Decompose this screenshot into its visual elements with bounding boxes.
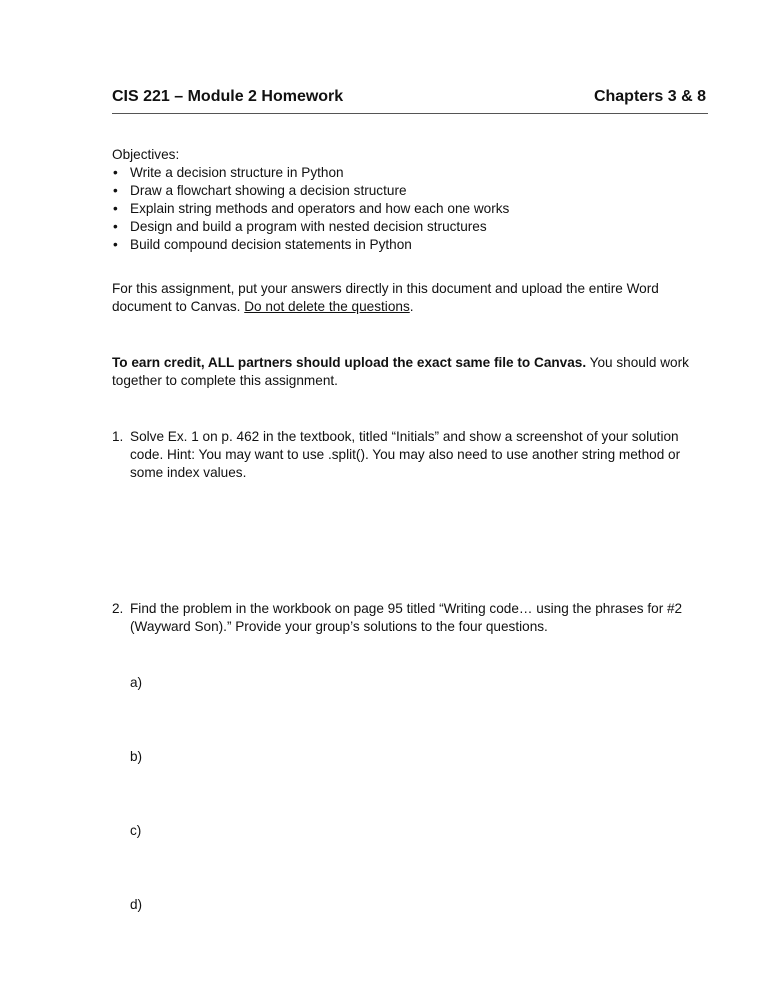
answer-part-c: c) <box>130 823 142 838</box>
answer-part-d: d) <box>130 897 143 912</box>
instructions-text: For this assignment, put your answers directly in this document and upload the entire Word document to Canvas. <box>112 281 659 314</box>
objective-item: • Design and build a program with nested decision structures <box>112 218 509 236</box>
question-2 <box>112 600 712 636</box>
document-header <box>112 88 708 114</box>
credit-paragraph <box>112 354 712 390</box>
objective-item: • Write a decision structure in Python <box>112 164 509 182</box>
answer-part-a: a) <box>130 675 143 690</box>
credit-bold-text: To earn credit, ALL partners should upload the exact same file to Canvas. <box>112 355 587 370</box>
document-title: CIS 221 – Module 2 Homework <box>112 88 344 105</box>
question-text: Solve Ex. 1 on p. 462 in the textbook, titled “Initials” and show a screenshot of your solution code. Hint: You may want to use .split(). You may also need to use another string method or some index values. <box>130 429 681 480</box>
instructions-paragraph <box>112 280 712 316</box>
objectives-label: Objectives: <box>112 147 180 162</box>
objective-item: • Build compound decision statements in Python <box>112 236 509 254</box>
credit-text: You should work together to complete this assignment. <box>112 355 689 388</box>
instructions-warning: Do not delete the questions <box>244 299 410 314</box>
answer-part-b: b) <box>130 749 143 764</box>
question-text: Find the problem in the workbook on page 95 titled “Writing code… using the phrases for #2 (Wayward Son).” Provide your group’s solutions to the four questions. <box>130 601 683 634</box>
chapters-label: Chapters 3 & 8 <box>593 88 706 105</box>
question-number: 1. <box>112 429 124 444</box>
objectives-section <box>112 146 509 254</box>
objective-item: • Explain string methods and operators and how each one works <box>112 200 509 218</box>
question-1 <box>112 428 712 482</box>
instructions-end: . <box>409 299 414 314</box>
question-number: 2. <box>112 601 124 616</box>
objective-item: • Draw a flowchart showing a decision structure <box>112 182 509 200</box>
